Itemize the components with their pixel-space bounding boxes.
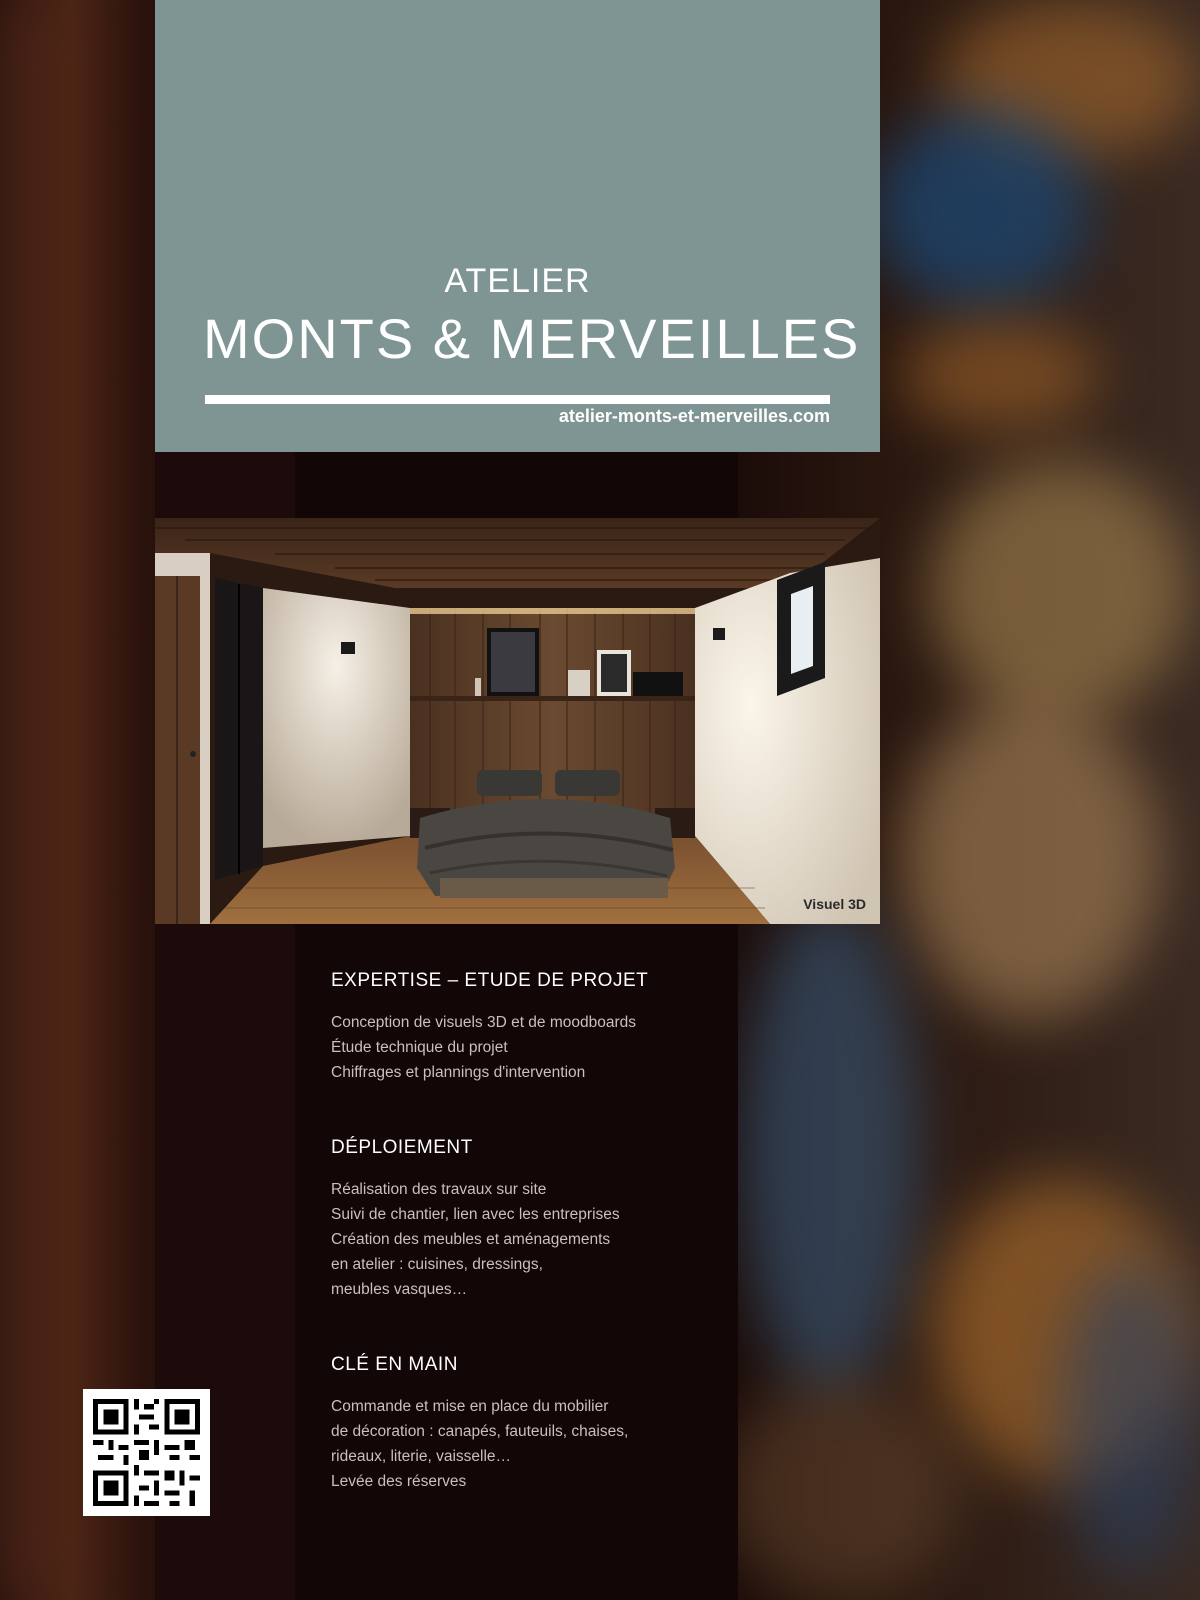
bedroom-3d-visual — [155, 518, 880, 924]
service-title: DÉPLOIEMENT — [331, 1137, 473, 1158]
service-deploiement — [331, 1137, 711, 1302]
brand-divider — [205, 395, 830, 404]
brand-header — [155, 0, 880, 452]
services-list — [331, 970, 711, 1546]
service-line: en atelier : cuisines, dressings, — [331, 1256, 543, 1273]
service-title: CLÉ EN MAIN — [331, 1354, 458, 1375]
service-line: Chiffrages et plannings d'intervention — [331, 1064, 586, 1081]
brand-title: MONTS & MERVEILLES — [203, 307, 861, 370]
brand-subtitle: ATELIER — [444, 262, 591, 300]
service-line: Création des meubles et aménagements — [331, 1231, 611, 1248]
service-expertise — [331, 970, 711, 1085]
service-title: EXPERTISE – ETUDE DE PROJET — [331, 970, 649, 991]
service-line: Réalisation des travaux sur site — [331, 1181, 547, 1198]
qr-code-graphic — [83, 1389, 210, 1516]
service-line: Étude technique du projet — [331, 1039, 508, 1056]
service-line: Levée des réserves — [331, 1473, 467, 1490]
service-cle-en-main — [331, 1354, 711, 1494]
service-line: Suivi de chantier, lien avec les entreprises — [331, 1206, 620, 1223]
qr-code-icon[interactable] — [83, 1389, 210, 1516]
service-line: meubles vasques… — [331, 1281, 468, 1298]
bedroom-illustration — [155, 518, 880, 924]
service-line: rideaux, literie, vaisselle… — [331, 1448, 512, 1465]
website-link[interactable]: atelier-monts-et-merveilles.com — [558, 406, 830, 426]
service-line: Conception de visuels 3D et de moodboards — [331, 1014, 637, 1031]
service-line: Commande et mise en place du mobilier — [331, 1398, 609, 1415]
visual-caption: Visuel 3D — [803, 896, 866, 912]
service-line: de décoration : canapés, fauteuils, chaises, — [331, 1423, 629, 1440]
